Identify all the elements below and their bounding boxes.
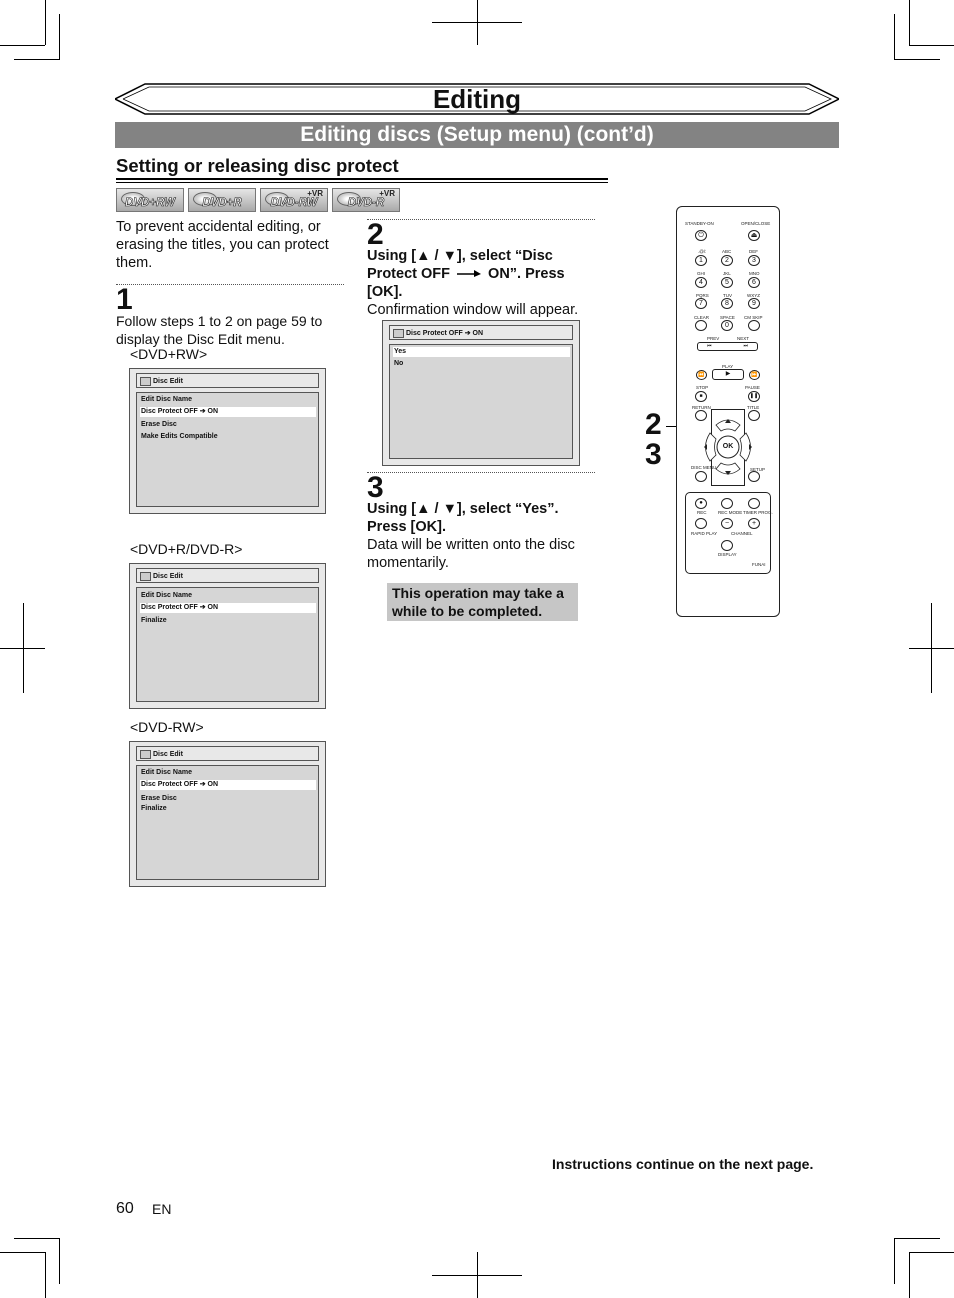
- crop-mark: [23, 603, 24, 693]
- menu-item[interactable]: Erase Disc: [141, 421, 177, 428]
- ok-button[interactable]: OK: [722, 443, 734, 450]
- crop-mark: [909, 0, 910, 45]
- clear-button[interactable]: [695, 320, 707, 331]
- key-4-button[interactable]: 4: [695, 277, 707, 288]
- open-close-button[interactable]: ⏏: [748, 230, 760, 241]
- step3-result: Data will be written onto the disc momentarily.: [367, 537, 575, 571]
- variant-label: <DVD+RW>: [130, 346, 208, 362]
- menu-item[interactable]: Make Edits Compatible: [141, 433, 218, 440]
- menu-item-selected[interactable]: Disc Protect OFF ➔ ON: [140, 780, 316, 790]
- disc-badge-dvd-r: +VR DVD-R: [332, 188, 400, 212]
- page-number: 60: [116, 1200, 134, 1217]
- step-number: 1: [116, 283, 133, 316]
- menu-panel: [389, 344, 573, 459]
- option-no[interactable]: No: [394, 360, 404, 367]
- crop-mark: [45, 1252, 46, 1298]
- pause-button[interactable]: ❚❚: [748, 391, 760, 402]
- menu-item[interactable]: Edit Disc Name: [141, 769, 192, 776]
- key-9-button[interactable]: 9: [748, 298, 760, 309]
- play-button[interactable]: ▶: [712, 369, 744, 380]
- variant-label: <DVD-RW>: [130, 719, 204, 735]
- variant-label: <DVD+R/DVD-R>: [130, 541, 243, 557]
- section-banner: Editing discs (Setup menu) (cont’d): [115, 122, 839, 148]
- chapter-title: Editing: [432, 84, 522, 114]
- option-yes[interactable]: Yes: [393, 347, 570, 357]
- menu-item[interactable]: Edit Disc Name: [141, 592, 192, 599]
- rapid-play-button[interactable]: [695, 518, 707, 529]
- disc-badge-dvd-plus-rw: DVD+RW: [116, 188, 184, 212]
- chapter-banner: [115, 83, 839, 115]
- menu-item-selected[interactable]: Disc Protect OFF ➔ ON: [140, 603, 316, 613]
- menu-item[interactable]: Edit Disc Name: [141, 396, 192, 403]
- step2-instruction: Using [▲ / ▼], select “Disc Protect OFF ON”. Press [OK].: [367, 248, 565, 300]
- page-language: EN: [152, 1201, 172, 1217]
- menu-panel: [136, 587, 319, 702]
- divider: [116, 178, 608, 180]
- key-1-button[interactable]: 1: [695, 255, 707, 266]
- crop-mark: [59, 1238, 60, 1284]
- key-7-button[interactable]: 7: [695, 298, 707, 309]
- stop-button[interactable]: ■: [695, 391, 707, 402]
- crop-mark: [45, 0, 46, 45]
- step2-result: Confirmation window will appear.: [367, 302, 579, 318]
- crop-mark: [931, 603, 932, 693]
- step1-text: Follow steps 1 to 2 on page 59 to display the Disc Edit menu.: [116, 313, 323, 347]
- disc-edit-icon: [140, 750, 151, 759]
- step3-instruction: Using [▲ / ▼], select “Yes”. Press [OK].: [367, 501, 559, 535]
- intro-text: To prevent accidental editing, or erasing the titles, you can protect them.: [116, 219, 329, 271]
- divider: [116, 182, 608, 183]
- prev-next-rocker[interactable]: [697, 342, 758, 351]
- crop-mark: [477, 0, 478, 45]
- menu-item-selected[interactable]: Disc Protect OFF ➔ ON: [140, 407, 316, 417]
- crop-mark: [0, 1252, 45, 1253]
- disc-badge-dvd-plus-r: DVD+R: [188, 188, 256, 212]
- crop-mark: [894, 1238, 895, 1284]
- key-5-button[interactable]: 5: [721, 277, 733, 288]
- disc-edit-menu-screen: [129, 741, 326, 887]
- crop-mark: [894, 14, 895, 60]
- fast-forward-button[interactable]: ⏩: [749, 370, 760, 380]
- crop-mark: [59, 14, 60, 60]
- prev-icon: ⏮: [707, 343, 712, 349]
- menu-titlebar: Disc Edit: [136, 568, 319, 583]
- callout-number: 3: [645, 438, 662, 471]
- menu-titlebar: Disc Protect OFF ➔ ON: [389, 325, 573, 340]
- timer-prog-button[interactable]: [748, 498, 760, 509]
- rec-mode-button[interactable]: [721, 498, 733, 509]
- crop-mark: [909, 1252, 910, 1298]
- crop-mark: [894, 1238, 940, 1239]
- key-3-button[interactable]: 3: [748, 255, 760, 266]
- continue-note: Instructions continue on the next page.: [552, 1156, 814, 1172]
- crop-mark: [0, 45, 45, 46]
- confirm-window-screen: [382, 320, 580, 466]
- step-number: 2: [367, 218, 384, 251]
- crop-mark: [909, 1252, 954, 1253]
- section-title: Setting or releasing disc protect: [116, 155, 399, 176]
- callout-number: 2: [645, 408, 662, 441]
- crop-mark: [14, 59, 60, 60]
- channel-down-button[interactable]: −: [721, 518, 733, 529]
- disc-badge-dvd-rw: +VR DVD-RW: [260, 188, 328, 212]
- rewind-button[interactable]: ⏪: [696, 370, 707, 380]
- disc-edit-icon: [140, 572, 151, 581]
- menu-titlebar: Disc Edit: [136, 373, 319, 388]
- disc-edit-menu-screen: [129, 563, 326, 709]
- menu-item[interactable]: Finalize: [141, 617, 167, 624]
- step-number: 3: [367, 471, 384, 504]
- disc-edit-icon: [393, 329, 404, 338]
- key-6-button[interactable]: 6: [748, 277, 760, 288]
- setup-button[interactable]: [748, 471, 760, 482]
- display-button[interactable]: [721, 540, 733, 551]
- key-2-button[interactable]: 2: [721, 255, 733, 266]
- key-8-button[interactable]: 8: [721, 298, 733, 309]
- key-0-button[interactable]: 0: [721, 320, 733, 331]
- rec-button[interactable]: ●: [695, 498, 707, 509]
- crop-mark: [14, 1238, 60, 1239]
- disc-edit-icon: [140, 377, 151, 386]
- disc-edit-menu-screen: [129, 368, 326, 514]
- disc-menu-button[interactable]: [695, 471, 707, 482]
- next-icon: ⏭: [743, 343, 748, 349]
- menu-titlebar: Disc Edit: [136, 746, 319, 761]
- menu-panel: [136, 765, 319, 880]
- cm-skip-button[interactable]: [748, 320, 760, 331]
- menu-panel: [136, 392, 319, 507]
- crop-mark: [894, 59, 940, 60]
- remote-control: STANDBY-ON OPEN/CLOSE ⏻ ⏏ .@/: ABC DEF 1 2 3 GHI JKL MNO 4 5 6 PQRS TUV WXYZ 7 8 9 CLEAR SPACE CM SKIP 0 PREV NEXT ⏮ ⏭ PLAY ⏪ ▶ ⏩ STOP PAUSE ■ ❚❚ RETURN TITLE OK DISC MENU SETUP ● REC REC MODE TIMER PROG. − + RAPID PLAY CHANNEL DISPLAY FUNAI: [676, 206, 780, 617]
- brand-logo: FUNAI: [752, 562, 766, 567]
- menu-item[interactable]: Finalize: [141, 805, 167, 812]
- menu-item[interactable]: Erase Disc: [141, 795, 177, 802]
- channel-up-button[interactable]: +: [748, 518, 760, 529]
- power-button[interactable]: ⏻: [695, 230, 707, 241]
- dotted-divider: [116, 284, 344, 285]
- crop-mark: [909, 45, 954, 46]
- dotted-divider: [367, 219, 595, 220]
- note-box: This operation may take a while to be completed.: [387, 583, 578, 621]
- crop-mark: [477, 1252, 478, 1298]
- arrow-right-icon: [456, 268, 482, 278]
- dotted-divider: [367, 472, 595, 473]
